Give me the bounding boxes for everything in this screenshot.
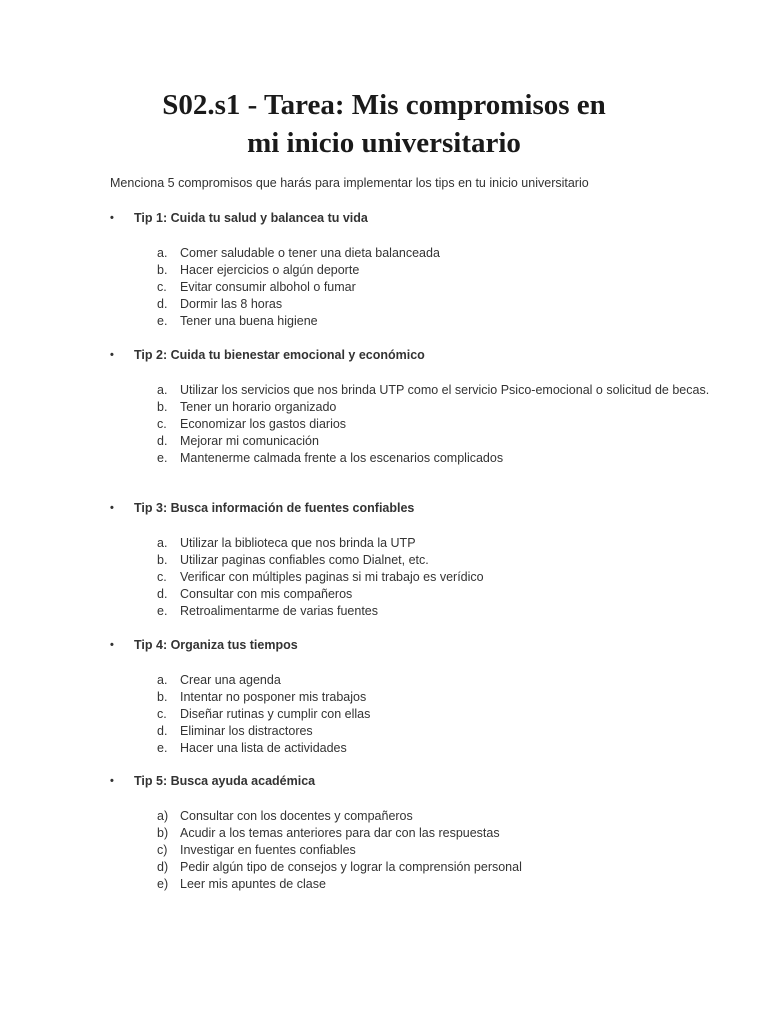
- list-marker: e.: [157, 741, 168, 755]
- list-item: [110, 535, 710, 552]
- list-item: [110, 313, 710, 330]
- list-item-text: Hacer ejercicios o algún deporte: [180, 263, 360, 277]
- list-item-text: Consultar con los docentes y compañeros: [180, 809, 413, 823]
- list-item: [110, 399, 710, 416]
- list-marker: e.: [157, 604, 168, 618]
- list-item: [110, 279, 710, 296]
- intro-text: Menciona 5 compromisos que harás para implementar los tips en tu inicio universitario: [110, 176, 589, 190]
- list-item-text: Tener un horario organizado: [180, 400, 337, 414]
- tip-heading: [110, 773, 710, 790]
- list-marker: e.: [157, 451, 168, 465]
- tip-title: Tip 5: Busca ayuda académica: [134, 774, 316, 788]
- list-marker: d.: [157, 297, 168, 311]
- list-item: [110, 552, 710, 569]
- bullet-icon: •: [110, 212, 114, 224]
- list-item: [110, 876, 710, 893]
- list-item: [110, 808, 710, 825]
- list-marker: d.: [157, 434, 168, 448]
- list-item: [110, 569, 710, 586]
- list-item: [110, 603, 710, 620]
- bullet-icon: •: [110, 775, 114, 787]
- list-marker: b.: [157, 553, 168, 567]
- tip-title: Tip 3: Busca información de fuentes confiables: [134, 501, 415, 515]
- list-marker: b): [157, 826, 169, 840]
- list-item: [110, 859, 710, 876]
- list-marker: c.: [157, 570, 167, 584]
- commitment-list: [110, 808, 710, 893]
- list-item: [110, 825, 710, 842]
- list-item-text: Economizar los gastos diarios: [180, 417, 347, 431]
- list-marker: d.: [157, 724, 168, 738]
- tip-title: Tip 4: Organiza tus tiempos: [134, 638, 298, 652]
- list-marker: b.: [157, 400, 168, 414]
- list-marker: c): [157, 843, 168, 857]
- list-marker: b.: [157, 690, 168, 704]
- document-title: [0, 86, 768, 162]
- list-item-text: Mejorar mi comunicación: [180, 434, 319, 448]
- tip-title: Tip 1: Cuida tu salud y balancea tu vida: [134, 211, 368, 225]
- bullet-icon: •: [110, 639, 114, 651]
- commitment-list: [110, 672, 710, 757]
- tip-section-5: [110, 773, 710, 893]
- tip-section-4: [110, 637, 710, 757]
- list-item-text: Utilizar paginas confiables como Dialnet, etc.: [180, 553, 429, 567]
- list-item-text: Acudir a los temas anteriores para dar con las respuestas: [180, 826, 500, 840]
- bullet-icon: •: [110, 502, 114, 514]
- list-item: [110, 842, 710, 859]
- list-item: [110, 689, 710, 706]
- tip-heading: [110, 637, 710, 654]
- list-item: [110, 723, 710, 740]
- list-item-text: Consultar con mis compañeros: [180, 587, 353, 601]
- tip-title: Tip 2: Cuida tu bienestar emocional y económico: [134, 348, 425, 362]
- list-marker: d.: [157, 587, 168, 601]
- list-item-text: Investigar en fuentes confiables: [180, 843, 356, 857]
- list-marker: c.: [157, 417, 167, 431]
- list-marker: d): [157, 860, 169, 874]
- list-marker: c.: [157, 280, 167, 294]
- tip-heading: [110, 347, 710, 364]
- list-item-text: Utilizar la biblioteca que nos brinda la UTP: [180, 536, 416, 550]
- list-item: [110, 382, 710, 399]
- title-line-1: S02.s1 - Tarea: Mis compromisos en: [162, 89, 606, 121]
- list-item: [110, 586, 710, 603]
- list-item-text: Eliminar los distractores: [180, 724, 313, 738]
- list-item-text: Verificar con múltiples paginas si mi trabajo es verídico: [180, 570, 484, 584]
- list-item: [110, 416, 710, 433]
- tip-section-1: [110, 210, 710, 330]
- list-marker: c.: [157, 707, 167, 721]
- list-marker: a.: [157, 673, 168, 687]
- list-item: [110, 296, 710, 313]
- list-item-text: Pedir algún tipo de consejos y lograr la comprensión personal: [180, 860, 522, 874]
- list-item-text: Mantenerme calmada frente a los escenarios complicados: [180, 451, 504, 465]
- list-item: [110, 262, 710, 279]
- list-item-text: Hacer una lista de actividades: [180, 741, 347, 755]
- tip-heading: [110, 500, 710, 517]
- bullet-icon: •: [110, 349, 114, 361]
- list-marker: b.: [157, 263, 168, 277]
- title-line-2: mi inicio universitario: [247, 127, 521, 159]
- list-item: [110, 245, 710, 262]
- list-item: [110, 450, 710, 467]
- commitment-list: [110, 382, 710, 467]
- list-item: [110, 706, 710, 723]
- list-marker: a.: [157, 383, 168, 397]
- list-item-text: Dormir las 8 horas: [180, 297, 283, 311]
- list-marker: a.: [157, 536, 168, 550]
- tip-heading: [110, 210, 710, 227]
- list-item-text: Evitar consumir albohol o fumar: [180, 280, 356, 294]
- list-item-text: Comer saludable o tener una dieta balanceada: [180, 246, 440, 260]
- list-item: [110, 433, 710, 450]
- list-item: [110, 740, 710, 757]
- list-marker: e.: [157, 314, 168, 328]
- list-item-text: Retroalimentarme de varias fuentes: [180, 604, 379, 618]
- tip-section-2: [110, 347, 710, 467]
- list-item-text: Utilizar los servicios que nos brinda UTP como el servicio Psico-emocional o solicitud de becas.: [180, 383, 710, 397]
- list-item-text: Intentar no posponer mis trabajos: [180, 690, 367, 704]
- commitment-list: [110, 535, 710, 620]
- list-item: [110, 672, 710, 689]
- tip-section-3: [110, 500, 710, 620]
- list-item-text: Tener una buena higiene: [180, 314, 318, 328]
- list-item-text: Crear una agenda: [180, 673, 281, 687]
- commitment-list: [110, 245, 710, 330]
- list-marker: a.: [157, 246, 168, 260]
- list-item-text: Diseñar rutinas y cumplir con ellas: [180, 707, 371, 721]
- list-marker: a): [157, 809, 169, 823]
- list-item-text: Leer mis apuntes de clase: [180, 877, 326, 891]
- list-marker: e): [157, 877, 169, 891]
